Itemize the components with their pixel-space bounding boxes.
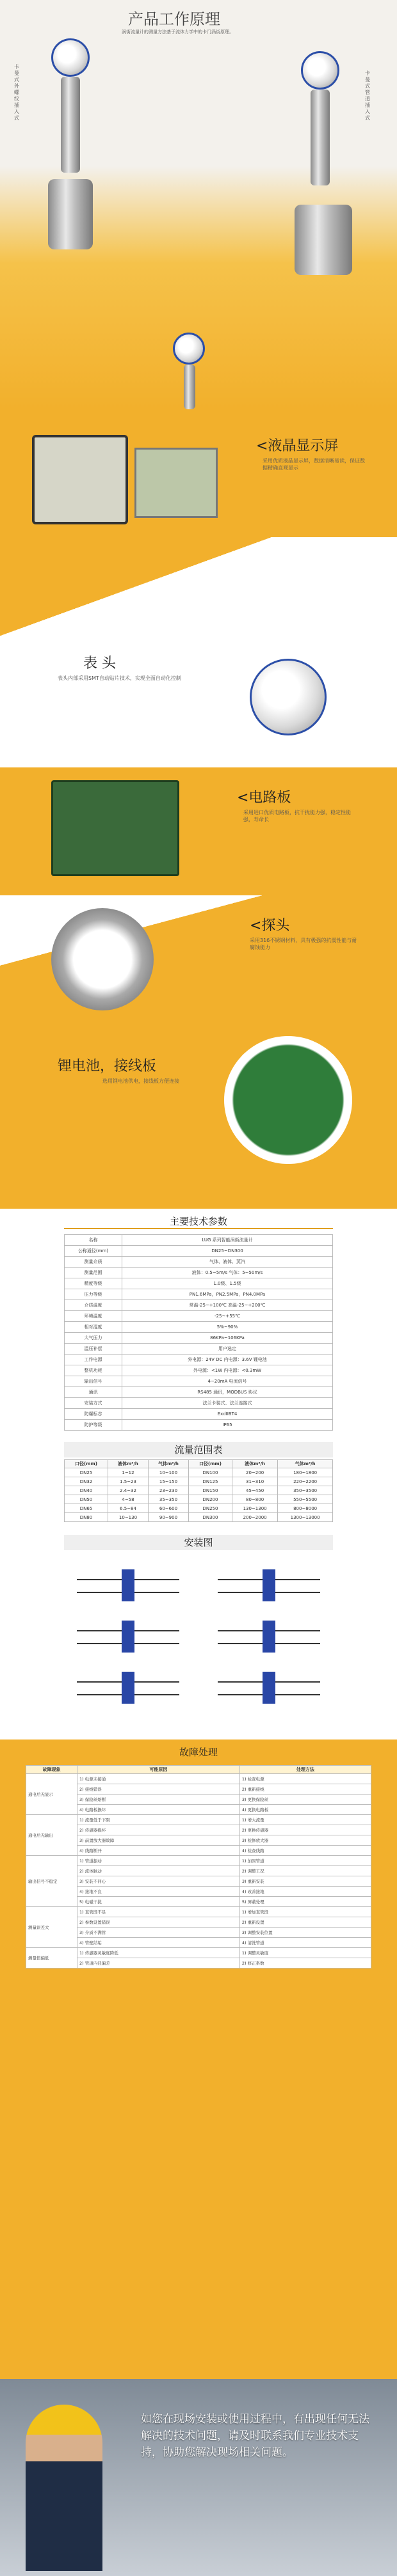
fault-cause: 2) 管道内径偏差 [77, 1958, 240, 1968]
spec-value: 86KPa~106KPa [122, 1333, 333, 1344]
spec-value: 外电源：<1W 内电源：<0.3mW [122, 1365, 333, 1376]
fault-fix: 3) 检修放大器 [239, 1835, 371, 1846]
fault-fix: 1) 增加直管段 [239, 1907, 371, 1917]
circuit-title: <电路板 [237, 790, 291, 806]
specs-row [65, 1398, 333, 1409]
specs-title: 主要技术参数 [64, 1214, 333, 1229]
ranges-cell: 180~1800 [278, 1468, 333, 1477]
lcd-title: <液晶显示屏 [256, 438, 339, 454]
ranges-cell: DN40 [65, 1486, 108, 1495]
battery-desc: 选用锂电池供电，接线板方便连接 [102, 1078, 179, 1084]
faults-row [26, 1784, 371, 1795]
specs-table [64, 1234, 333, 1431]
spec-value: 气体、液体、蒸汽 [122, 1257, 333, 1268]
spec-label: 测量介质 [65, 1257, 122, 1268]
faults-header-cell: 故障现象 [26, 1766, 77, 1774]
ranges-cell: DN100 [188, 1468, 232, 1477]
ranges-cell: 1300~13000 [278, 1513, 333, 1522]
fault-fix: 2) 重新设置 [239, 1917, 371, 1928]
ranges-cell: 130~1300 [232, 1504, 277, 1513]
spec-value: 用户选定 [122, 1344, 333, 1355]
fault-cause: 1) 传感器灵敏度降低 [77, 1948, 240, 1958]
ranges-cell: DN250 [188, 1504, 232, 1513]
install-diagram [64, 1560, 333, 1727]
ranges-cell: 90~900 [148, 1513, 188, 1522]
fault-fix: 2) 调整工况 [239, 1866, 371, 1876]
spec-label: 精度等级 [65, 1278, 122, 1289]
specs-row [65, 1257, 333, 1268]
specs-row [65, 1311, 333, 1322]
fault-fix: 1) 增大流量 [239, 1815, 371, 1825]
ranges-cell: 45~450 [232, 1486, 277, 1495]
ranges-cell: 220~2200 [278, 1477, 333, 1486]
faults-row [26, 1887, 371, 1897]
probe-section [0, 895, 397, 1023]
spec-value: IP65 [122, 1420, 333, 1431]
ranges-header-cell: 口径(mm) [65, 1460, 108, 1468]
ranges-cell: DN25 [65, 1468, 108, 1477]
faults-row [26, 1805, 371, 1815]
ranges-row [65, 1504, 333, 1513]
faults-row [26, 1825, 371, 1835]
specs-row [65, 1300, 333, 1311]
spec-value: 外电源：24V DC 内电源：3.6V 锂电池 [122, 1355, 333, 1365]
fault-symptom: 输出信号不稳定 [26, 1856, 77, 1907]
faults-row [26, 1928, 371, 1938]
ranges-cell: 1.5~23 [108, 1477, 148, 1486]
fault-fix: 4) 检查线路 [239, 1846, 371, 1856]
fault-cause: 4) 管壁结垢 [77, 1938, 240, 1948]
faults-row [26, 1846, 371, 1856]
faults-row [26, 1835, 371, 1846]
battery-image [224, 1036, 352, 1164]
fault-cause: 2) 参数设置错误 [77, 1917, 240, 1928]
left-caption: 卡曼式外螺纹插入式 [14, 64, 19, 121]
specs-row [65, 1333, 333, 1344]
install-title: 安装图 [64, 1535, 333, 1550]
battery-title: 锂电池，接线板 [58, 1058, 157, 1074]
meter-head-section [0, 640, 397, 767]
spec-value: -25~+55℃ [122, 1311, 333, 1322]
fault-fix: 1) 检查电源 [239, 1774, 371, 1784]
spec-value: 常温-25~+100℃ 高温-25~+200℃ [122, 1300, 333, 1311]
ranges-cell: 350~3500 [278, 1486, 333, 1495]
fault-cause: 4) 电路板损坏 [77, 1805, 240, 1815]
ranges-cell: 200~2000 [232, 1513, 277, 1522]
meter-head-image [250, 659, 327, 735]
spec-label: 名称 [65, 1235, 122, 1246]
fault-cause: 3) 保险丝熔断 [77, 1795, 240, 1805]
circuit-desc: 采用进口优质电路板，抗干扰能力强，稳定性能强，寿命长 [243, 810, 351, 822]
spec-label: 通讯 [65, 1387, 122, 1398]
ranges-cell: 1~12 [108, 1468, 148, 1477]
fault-fix: 3) 调整安装位置 [239, 1928, 371, 1938]
fault-cause: 3) 介质不满管 [77, 1928, 240, 1938]
fault-fix: 1) 调整灵敏度 [239, 1948, 371, 1958]
ranges-cell: DN50 [65, 1495, 108, 1504]
ranges-cell: 31~310 [232, 1477, 277, 1486]
faults-row [26, 1774, 371, 1784]
faults-row [26, 1917, 371, 1928]
ranges-cell: 20~200 [232, 1468, 277, 1477]
specs-row [65, 1289, 333, 1300]
specs-row [65, 1355, 333, 1365]
ranges-row [65, 1468, 333, 1477]
fault-fix: 4) 更换电路板 [239, 1805, 371, 1815]
fault-symptom: 通电后无输出 [26, 1815, 77, 1856]
faults-row [26, 1856, 371, 1866]
fault-cause: 2) 传感器损坏 [77, 1825, 240, 1835]
fault-fix: 3) 更换保险丝 [239, 1795, 371, 1805]
ranges-header-cell: 液体m³/h [108, 1460, 148, 1468]
ranges-cell: 6.5~84 [108, 1504, 148, 1513]
lcd-image [32, 435, 128, 524]
faults-row [26, 1815, 371, 1825]
ranges-cell: 2.4~32 [108, 1486, 148, 1495]
spec-label: 防爆标志 [65, 1409, 122, 1420]
faults-row [26, 1876, 371, 1887]
spec-value: 液体：0.5~5m/s 气体：5~50m/s [122, 1268, 333, 1278]
faults-title: 故障处理 [179, 1747, 218, 1758]
right-caption: 卡曼式管道插入式 [365, 70, 370, 121]
faults-row [26, 1866, 371, 1876]
install-section [0, 1528, 397, 1740]
spec-value: PN1.6MPa，PN2.5MPa，PN4.0MPa [122, 1289, 333, 1300]
faults-section [0, 1740, 397, 2379]
specs-row [65, 1365, 333, 1376]
specs-row [65, 1376, 333, 1387]
device-left [45, 38, 96, 243]
device-center [173, 333, 211, 409]
ranges-header-cell: 气体m³/h [148, 1460, 188, 1468]
specs-row [65, 1235, 333, 1246]
fault-fix: 3) 重新安装 [239, 1876, 371, 1887]
fault-cause: 5) 电磁干扰 [77, 1897, 240, 1907]
ranges-cell: DN65 [65, 1504, 108, 1513]
spec-label: 整机功耗 [65, 1365, 122, 1376]
ranges-row [65, 1495, 333, 1504]
fault-cause: 1) 管道振动 [77, 1856, 240, 1866]
probe-image [51, 908, 154, 1010]
ranges-cell: 35~350 [148, 1495, 188, 1504]
spec-label: 相对湿度 [65, 1322, 122, 1333]
fault-cause: 4) 接地不良 [77, 1887, 240, 1897]
ranges-cell: DN300 [188, 1513, 232, 1522]
fault-cause: 4) 线路断开 [77, 1846, 240, 1856]
fault-fix: 2) 更换传感器 [239, 1825, 371, 1835]
spec-label: 压力等级 [65, 1289, 122, 1300]
lcd-desc: 采用优质液晶显示屏，数据清晰易读，保证数据精确直观显示 [263, 458, 365, 471]
spec-value: ExdIIBT4 [122, 1409, 333, 1420]
fault-cause: 3) 安装不同心 [77, 1876, 240, 1887]
ranges-cell: 550~5500 [278, 1495, 333, 1504]
ranges-header-row [65, 1460, 333, 1468]
circuit-section [0, 767, 397, 895]
battery-section [0, 1023, 397, 1209]
faults-table [26, 1765, 371, 1968]
lcd-section [0, 409, 397, 640]
ranges-cell: 10~130 [108, 1513, 148, 1522]
fault-cause: 1) 电源未接通 [77, 1774, 240, 1784]
spec-label: 温压补偿 [65, 1344, 122, 1355]
specs-row [65, 1278, 333, 1289]
faults-row [26, 1795, 371, 1805]
specs-row [65, 1344, 333, 1355]
ranges-table [64, 1459, 333, 1522]
fault-fix: 5) 屏蔽处理 [239, 1897, 371, 1907]
spec-label: 输出信号 [65, 1376, 122, 1387]
fault-cause: 2) 接线错误 [77, 1784, 240, 1795]
ranges-cell: DN32 [65, 1477, 108, 1486]
specs-row [65, 1246, 333, 1257]
ranges-cell: DN150 [188, 1486, 232, 1495]
fault-symptom: 测量值偏低 [26, 1948, 77, 1968]
spec-label: 公称通径(mm) [65, 1246, 122, 1257]
faults-row [26, 1958, 371, 1968]
fault-symptom: 测量误差大 [26, 1907, 77, 1948]
ranges-cell: DN80 [65, 1513, 108, 1522]
fault-cause: 1) 流量低于下限 [77, 1815, 240, 1825]
fault-symptom: 通电后无显示 [26, 1774, 77, 1815]
spec-label: 工作电源 [65, 1355, 122, 1365]
ranges-cell: DN125 [188, 1477, 232, 1486]
footer-text: 如您在现场安装或使用过程中，有出现任何无法解决的技术问题，请及时联系我们专业技术支持，协助您解决现场相关问题。 [141, 2413, 369, 2459]
ranges-header-cell: 液体m³/h [232, 1460, 277, 1468]
specs-row [65, 1268, 333, 1278]
spec-value: 4~20mA 电流信号 [122, 1376, 333, 1387]
spec-label: 测量范围 [65, 1268, 122, 1278]
ranges-cell: 60~600 [148, 1504, 188, 1513]
meter-head-desc: 表头内部采用SMT自动贴片技术，实现全面自动化控制 [58, 675, 181, 681]
meter-head-title: 表 头 [83, 656, 116, 671]
page-title: 产品工作原理 [128, 10, 220, 28]
spec-label: 介质温度 [65, 1300, 122, 1311]
fault-cause: 3) 前置放大器故障 [77, 1835, 240, 1846]
spec-value: LUG 系列智能涡街流量计 [122, 1235, 333, 1246]
faults-row [26, 1938, 371, 1948]
ranges-cell: 23~230 [148, 1486, 188, 1495]
faults-row [26, 1897, 371, 1907]
specs-row [65, 1420, 333, 1431]
intro-text: 涡街流量计的测量方法基于流体力学中的卡门涡街原理。 [122, 29, 234, 35]
probe-desc: 采用316不锈钢材料，具有极强的抗震性能与耐腐蚀能力 [250, 938, 357, 950]
footer-banner [0, 2379, 397, 2576]
spec-value: 1.0级、1.5级 [122, 1278, 333, 1289]
spec-label: 防护等级 [65, 1420, 122, 1431]
ranges-title: 流量范围表 [64, 1442, 333, 1457]
ranges-header-cell: 气体m³/h [278, 1460, 333, 1468]
specs-row [65, 1409, 333, 1420]
device-right [295, 51, 352, 256]
faults-row [26, 1907, 371, 1917]
ranges-cell: 10~100 [148, 1468, 188, 1477]
specs-row [65, 1387, 333, 1398]
spec-label: 环境温度 [65, 1311, 122, 1322]
ranges-row [65, 1513, 333, 1522]
ranges-cell: DN200 [188, 1495, 232, 1504]
fault-fix: 1) 加固管道 [239, 1856, 371, 1866]
lcd-panel [134, 448, 218, 518]
faults-header-row [26, 1766, 371, 1774]
white-wedge [0, 537, 397, 640]
fault-fix: 4) 清洗管道 [239, 1938, 371, 1948]
spec-value: DN25~DN300 [122, 1246, 333, 1257]
spec-label: 大气压力 [65, 1333, 122, 1344]
ranges-cell: 80~800 [232, 1495, 277, 1504]
ranges-row [65, 1486, 333, 1495]
ranges-cell: 15~150 [148, 1477, 188, 1486]
fault-fix: 4) 改善接地 [239, 1887, 371, 1897]
spec-value: 5%~90% [122, 1322, 333, 1333]
faults-row [26, 1948, 371, 1958]
spec-value: RS485 通讯，MODBUS 协议 [122, 1387, 333, 1398]
circuit-image [51, 780, 179, 876]
faults-header-cell: 处理方法 [239, 1766, 371, 1774]
fault-cause: 2) 流体脉动 [77, 1866, 240, 1876]
ranges-header-cell: 口径(mm) [188, 1460, 232, 1468]
probe-title: <探头 [250, 918, 290, 934]
specs-section [0, 1209, 397, 1528]
principle-section [0, 0, 397, 409]
spec-label: 安装方式 [65, 1398, 122, 1409]
fault-fix: 2) 重新接线 [239, 1784, 371, 1795]
fault-cause: 1) 直管段不足 [77, 1907, 240, 1917]
ranges-cell: 4~58 [108, 1495, 148, 1504]
spec-value: 法兰卡装式、法兰连接式 [122, 1398, 333, 1409]
fault-fix: 2) 修正系数 [239, 1958, 371, 1968]
ranges-row [65, 1477, 333, 1486]
faults-header-cell: 可能原因 [77, 1766, 240, 1774]
specs-row [65, 1322, 333, 1333]
engineer-image [26, 2405, 102, 2571]
ranges-cell: 800~8000 [278, 1504, 333, 1513]
